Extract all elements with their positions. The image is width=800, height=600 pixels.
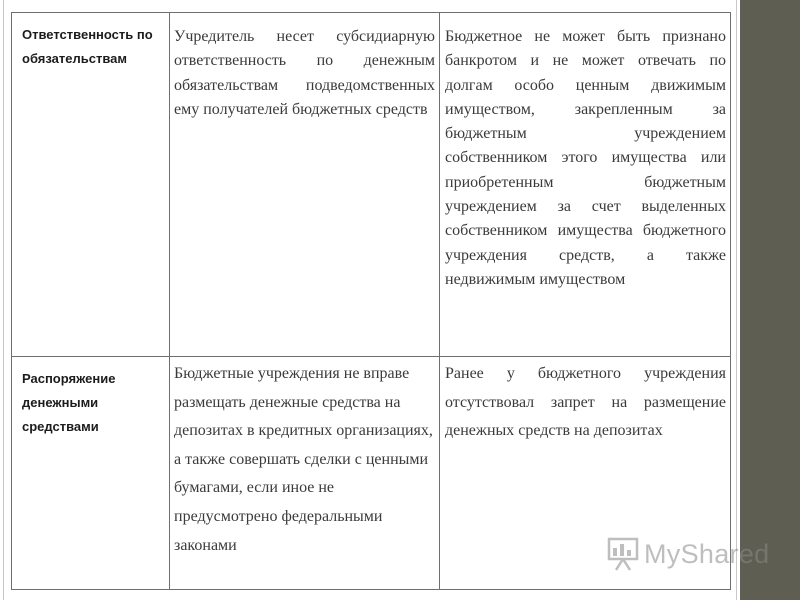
presentation-board-icon [607,536,639,572]
row-heading-cell [12,13,170,357]
watermark-text: MyShared [644,538,770,569]
left-edge-line [3,0,4,600]
right-edge-line [736,0,737,600]
budget-text: Бюджетное не может быть признано банкротом и не может отвечать по долгам особо ценным движимым имуществом, закрепленным за бюджетным учреждением собственником этого имущества или приобретенным бюджетным учреждением за счет выделенных собственником имущества бюджетного учреждения средств, а также недвижимым имуществом [445,28,726,288]
right-side-band [740,0,800,600]
row-heading: Ответственность по обязательствам [22,27,153,66]
row-heading: Распоряжение денежными средствами [22,371,116,434]
budget-text: Ранее у бюджетного учреждения отсутствовал запрет на размещение денежных средств на депозитах [445,365,726,440]
founder-cell [170,13,440,357]
budget-cell [440,13,731,357]
founder-text: Учредитель несет субсидиарную ответственность по денежным обязательствам подведомственных ему получателей бюджетных средств [174,28,435,118]
table-row [12,13,731,357]
founder-cell [170,357,440,590]
founder-text: Бюджетные учреждения не вправе размещать денежные средства на депозитах в кредитных организациях, а также совершать сделки с ценными бумагами, если иное не предусмотрено федеральными законами [174,365,433,554]
comparison-table [11,12,731,590]
row-heading-cell [12,357,170,590]
myshared-watermark [607,536,769,572]
